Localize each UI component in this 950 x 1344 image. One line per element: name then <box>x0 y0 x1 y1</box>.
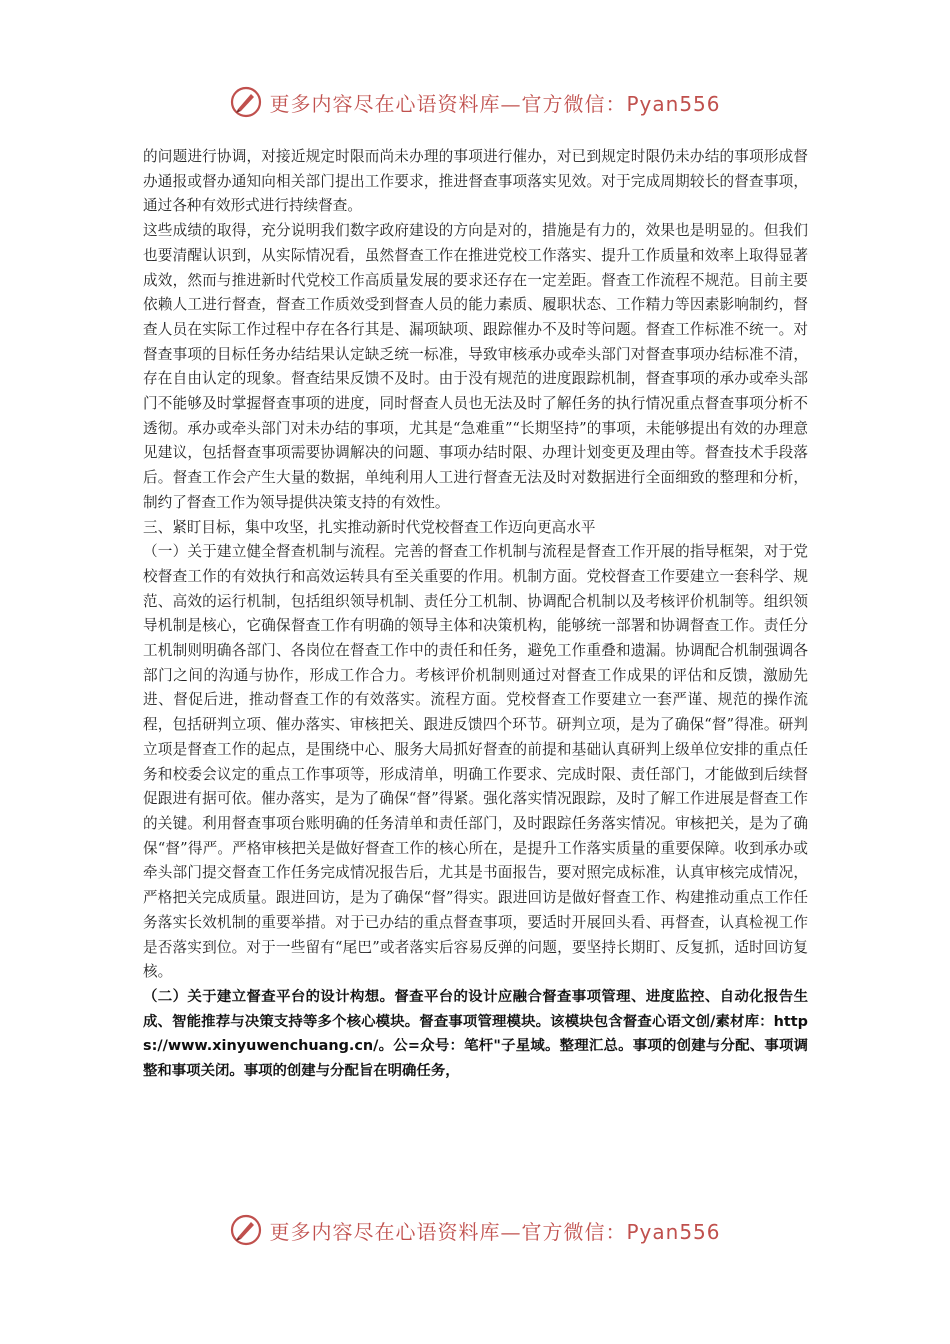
paragraph: （一）关于建立健全督查机制与流程。完善的督查工作机制与流程是督查工作开展的指导框架，对于党校督查工作的有效执行和高效运转具有至关重要的作用。机制方面。党校督查工作要建立一套科学、规范、高效的运行机制，包括组织领导机制、责任分工机制、协调配合机制以及考核评价机制等。组织领导机制是核心，它确保督查工作有明确的领导主体和决策机构，能够统一部署和协调督查工作。责任分工机制则明确各部门、各岗位在督查工作中的责任和任务，避免工作重叠和遗漏。协调配合机制强调各部门之间的沟通与协作，形成工作合力。考核评价机制则通过对督查工作成果的评估和反馈，激励先进、督促后进，推动督查工作的有效落实。流程方面。党校督查工作要建立一套严谨、规范的操作流程，包括研判立项、催办落实、审核把关、跟进反馈四个环节。研判立项，是为了确保“督”得准。研判立项是督查工作的起点，是围绕中心、服务大局抓好督查的前提和基础认真研判上级单位安排的重点任务和校委会议定的重点工作事项等，形成清单，明确工作要求、完成时限、责任部门，才能做到后续督促跟进有据可依。催办落实，是为了确保“督”得紧。强化落实情况跟踪，及时了解工作进展是督查工作的关键。利用督查事项台账明确的任务清单和责任部门，及时跟踪任务落实情况。审核把关，是为了确保“督”得严。严格审核把关是做好督查工作的核心所在，是提升工作落实质量的重要保障。收到承办或牵头部门提交督查工作任务完成情况报告后，尤其是书面报告，要对照完成标准，认真审核完成情况，严格把关完成质量。跟进回访，是为了确保“督”得实。跟进回访是做好督查工作、构建推动重点工作任务落实长效机制的重要举措。对于已办结的重点督查事项，要适时开展回头看、再督查，认真检视工作是否落实到位。对于一些留有“尾巴”或者落实后容易反弹的问题，要坚持长期盯、反复抓，适时回访复核。 <box>143 543 808 981</box>
wechat-handle: Pyan556 <box>626 91 721 116</box>
document-body <box>143 145 808 1084</box>
section-heading: 三、紧盯目标，集中攻坚，扎实推动新时代党校督查工作迈向更高水平 <box>143 518 596 536</box>
banner-text: 更多内容尽在心语资料库—官方微信：Pyan556 <box>269 91 721 116</box>
pen-logo-icon <box>229 85 263 119</box>
header-banner <box>0 82 950 122</box>
pen-logo-icon <box>229 1213 263 1247</box>
paragraph: 的问题进行协调，对接近规定时限而尚未办理的事项进行催办，对已到规定时限仍未办结的事项形成督办通报或督办通知向相关部门提出工作要求，推进督查事项落实见效。对于完成周期较长的督查事项，通过各种有效形式进行持续督查。 <box>143 148 808 215</box>
banner-text: 更多内容尽在心语资料库—官方微信：Pyan556 <box>269 1219 721 1244</box>
footer-banner <box>0 1210 950 1250</box>
paragraph-bold: （二）关于建立督查平台的设计构想。督查平台的设计应融合督查事项管理、进度监控、自动化报告生成、智能推荐与决策支持等多个核心模块。督查事项管理模块。该模块包含督查心语文创/素材库：https://www.xinyuwenchuang.cn/。公=众号：笔杆"子星域。整理汇总。事项的创建与分配、事项调整和事项关闭。事项的创建与分配旨在明确任务， <box>143 988 808 1080</box>
paragraph: 这些成绩的取得，充分说明我们数字政府建设的方向是对的，措施是有力的，效果也是明显的。但我们也要清醒认识到，从实际情况看，虽然督查工作在推进党校工作落实、提升工作质量和效率上取得显著成效，然而与推进新时代党校工作高质量发展的要求还存在一定差距。督查工作流程不规范。目前主要依赖人工进行督查，督查工作质效受到督查人员的能力素质、履职状态、工作精力等因素影响制约，督查人员在实际工作过程中存在各行其是、漏项缺项、跟踪催办不及时等问题。督查工作标准不统一。对督查事项的目标任务办结结果认定缺乏统一标准，导致审核承办或牵头部门对督查事项办结标准不清，存在自由认定的现象。督查结果反馈不及时。由于没有规范的进度跟踪机制，督查事项的承办或牵头部门不能够及时掌握督查事项的进度，同时督查人员也无法及时了解任务的执行情况重点督查事项分析不透彻。承办或牵头部门对未办结的事项，尤其是“急难重”“长期坚持”的事项，未能够提出有效的办理意见建议，包括督查事项需要协调解决的问题、事项办结时限、办理计划变更及理由等。督查技术手段落后。督查工作会产生大量的数据，单纯利用人工进行督查无法及时对数据进行全面细致的整理和分析，制约了督查工作为领导提供决策支持的有效性。 <box>143 222 808 511</box>
wechat-handle: Pyan556 <box>626 1219 721 1244</box>
